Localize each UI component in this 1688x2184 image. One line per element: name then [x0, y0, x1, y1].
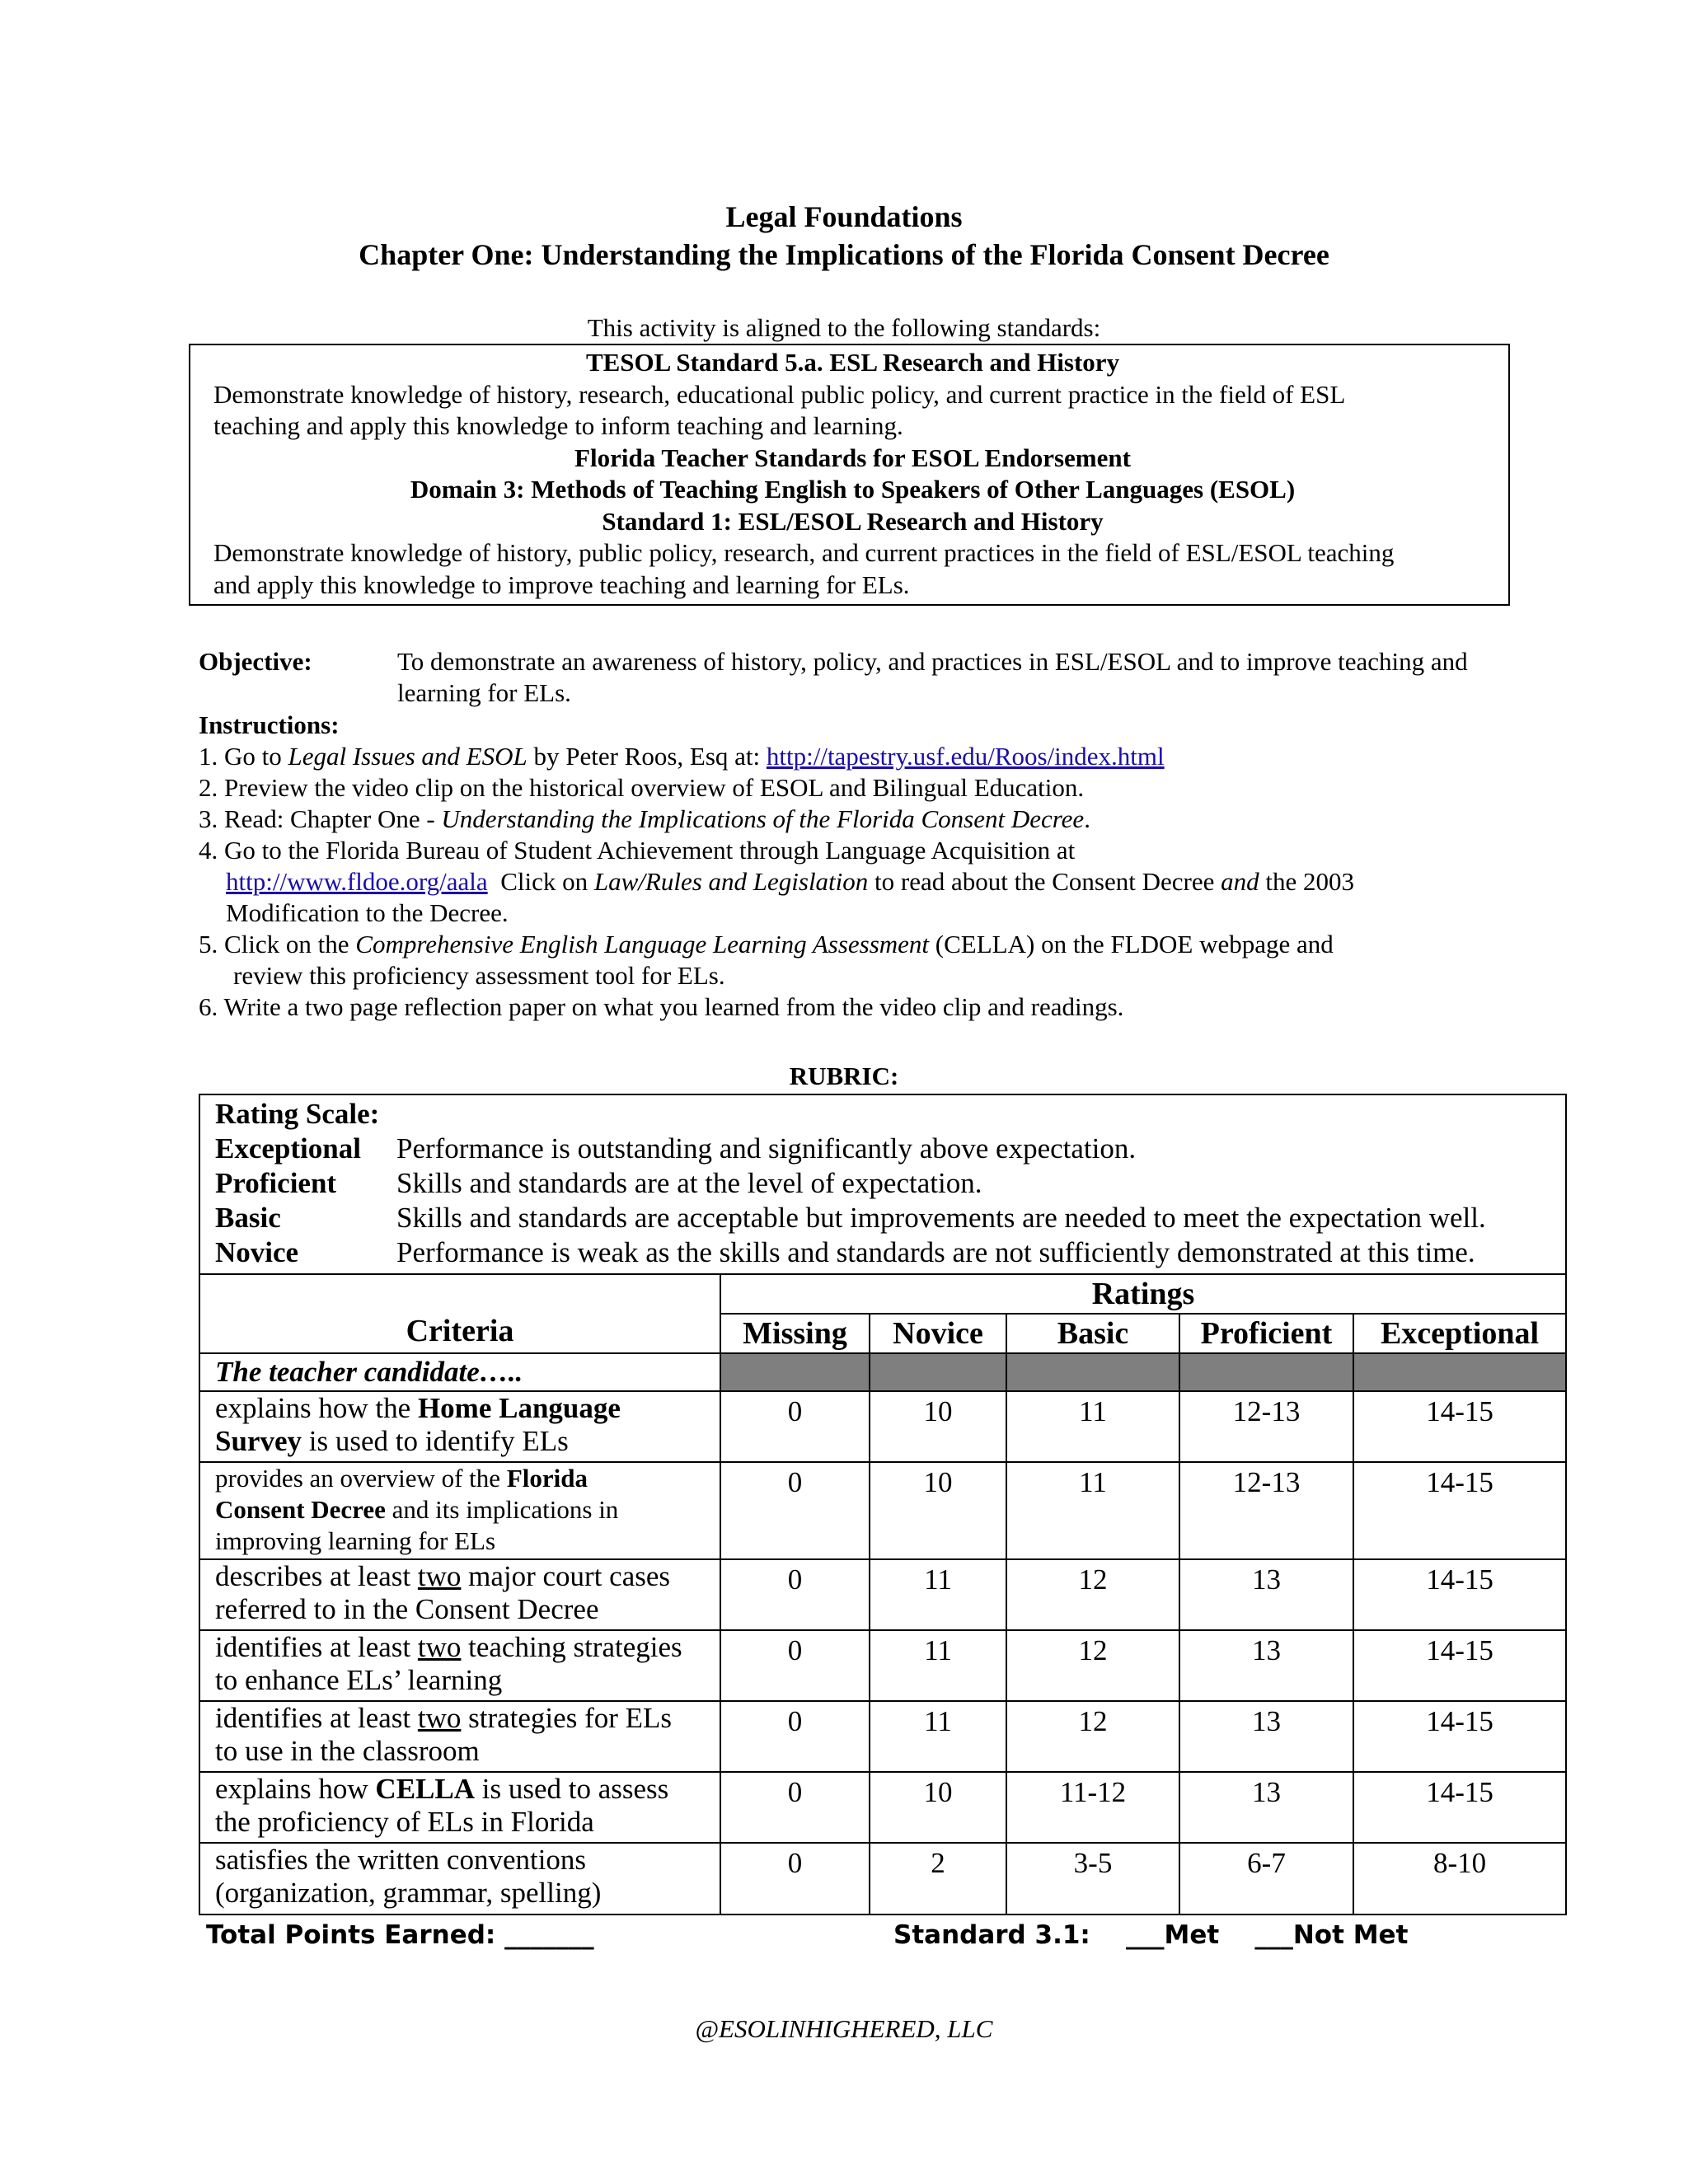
criterion-cell: explains how the Home Language Survey is used to identify ELs — [200, 1391, 720, 1462]
ratings-header: Ratings — [720, 1275, 1565, 1314]
rating-value: 12-13 — [1179, 1391, 1353, 1462]
objective-text: To demonstrate an awareness of history, policy, and practices in ESL/ESOL and to improve teaching and learning for ELs. — [397, 647, 1468, 707]
total-points-field: Total Points Earned: _______ — [206, 1920, 594, 1950]
scale-row: Novice Performance is weak as the skills and standards are not sufficiently demonstrated at this time. — [215, 1236, 1475, 1268]
scale-row: Basic Skills and standards are acceptable but improvements are needed to meet the expectation well. — [215, 1202, 1486, 1234]
rating-value: 2 — [870, 1843, 1006, 1914]
rating-value: 12-13 — [1179, 1462, 1353, 1559]
score-footer — [206, 1920, 1525, 1950]
standard-1-text-2: and apply this knowledge to improve teaching and learning for ELs. — [213, 569, 910, 599]
rating-value: 14-15 — [1353, 1559, 1565, 1630]
rating-value: 10 — [870, 1391, 1006, 1462]
rating-value: 3-5 — [1006, 1843, 1179, 1914]
criterion-cell: satisfies the written conventions (organization, grammar, spelling) — [200, 1843, 720, 1914]
tesol-standard-text-2: teaching and apply this knowledge to inform teaching and learning. — [213, 411, 903, 440]
scale-row: Exceptional Performance is outstanding and significantly above expectation. — [215, 1132, 1137, 1165]
domain-heading: Domain 3: Methods of Teaching English to Speakers of Other Languages (ESOL) — [410, 475, 1296, 504]
table-row — [200, 1701, 1565, 1772]
rating-value: 14-15 — [1353, 1462, 1565, 1559]
criterion-cell: identifies at least two strategies for ELs to use in the classroom — [200, 1701, 720, 1772]
level-header: Novice — [870, 1314, 1006, 1353]
table-row — [200, 1843, 1565, 1914]
instruction-step-3: 3. Read: Chapter One - Understanding the Implications of the Florida Consent Decree. — [199, 804, 1090, 833]
document-title: Legal Foundations — [725, 200, 963, 233]
tesol-standard-heading: TESOL Standard 5.a. ESL Research and History — [585, 348, 1120, 377]
rating-value: 11 — [870, 1630, 1006, 1701]
instruction-step-2: 2. Preview the video clip on the historical overview of ESOL and Bilingual Education. — [199, 773, 1085, 802]
rating-scale — [200, 1095, 1565, 1275]
standard-met-field: Standard 3.1: ___Met ___Not Met — [893, 1920, 1409, 1950]
copyright: @ESOLINHIGHERED, LLC — [695, 2014, 993, 2043]
instruction-step-4-line-2: http://www.fldoe.org/aala Click on Law/Rules and Legislation to read about the Consent Decree and the 2003 — [226, 867, 1354, 896]
candidate-label: The teacher candidate….. — [200, 1353, 720, 1391]
rating-scale-label: Rating Scale: — [215, 1098, 380, 1130]
criteria-header: Criteria — [200, 1275, 720, 1353]
rating-value: 11 — [870, 1701, 1006, 1772]
criterion-cell: explains how CELLA is used to assess the proficiency of ELs in Florida — [200, 1772, 720, 1843]
rating-value: 11 — [1006, 1462, 1179, 1559]
rating-value: 0 — [720, 1391, 870, 1462]
instruction-step-5: 5. Click on the Comprehensive English Language Learning Assessment (CELLA) on the FLDOE webpage and — [199, 930, 1334, 958]
rating-value: 0 — [720, 1772, 870, 1843]
table-row — [200, 1630, 1565, 1701]
florida-standards-heading: Florida Teacher Standards for ESOL Endorsement — [574, 443, 1131, 472]
rating-value: 10 — [870, 1772, 1006, 1843]
level-header: Exceptional — [1353, 1314, 1565, 1353]
gray-cell — [720, 1353, 870, 1391]
instruction-step-1: 1. Go to Legal Issues and ESOL by Peter Roos, Esq at: http://tapestry.usf.edu/Roos/index.html — [199, 742, 1165, 771]
standard-1-text-1: Demonstrate knowledge of history, public policy, research, and current practices in the field of ESL/ESOL teaching — [213, 538, 1395, 567]
rating-value: 0 — [720, 1701, 870, 1772]
roos-link[interactable]: http://tapestry.usf.edu/Roos/index.html — [766, 742, 1165, 771]
level-header: Missing — [720, 1314, 870, 1353]
instruction-step-6: 6. Write a two page reflection paper on what you learned from the video clip and readings. — [199, 992, 1124, 1021]
criterion-cell: describes at least two major court cases referred to in the Consent Decree — [200, 1559, 720, 1630]
rating-value: 11 — [870, 1559, 1006, 1630]
table-row — [200, 1462, 1565, 1559]
level-header: Proficient — [1179, 1314, 1353, 1353]
rating-value: 13 — [1179, 1559, 1353, 1630]
standards-intro: This activity is aligned to the following standards: — [587, 313, 1101, 342]
rating-value: 13 — [1179, 1772, 1353, 1843]
gray-cell — [870, 1353, 1006, 1391]
rating-value: 0 — [720, 1462, 870, 1559]
rating-value: 12 — [1006, 1630, 1179, 1701]
rating-value: 13 — [1179, 1630, 1353, 1701]
rating-value: 0 — [720, 1559, 870, 1630]
rating-value: 11 — [1006, 1391, 1179, 1462]
level-header: Basic — [1006, 1314, 1179, 1353]
rating-value: 14-15 — [1353, 1701, 1565, 1772]
criterion-cell: provides an overview of the Florida Consent Decree and its implications in improving learning for ELs — [200, 1462, 720, 1559]
instruction-step-4-line-3: Modification to the Decree. — [226, 898, 509, 927]
table-row — [200, 1772, 1565, 1843]
rating-value: 13 — [1179, 1701, 1353, 1772]
rating-value: 0 — [720, 1843, 870, 1914]
table-row — [200, 1559, 1565, 1630]
rating-value: 10 — [870, 1462, 1006, 1559]
rating-value: 14-15 — [1353, 1630, 1565, 1701]
instruction-step-4: 4. Go to the Florida Bureau of Student Achievement through Language Acquisition at — [199, 836, 1076, 865]
objective-label: Objective: — [199, 647, 312, 676]
tesol-standard-text-1: Demonstrate knowledge of history, research, educational public policy, and current practice in the field of ESL — [213, 379, 1346, 409]
rating-value: 8-10 — [1353, 1843, 1565, 1914]
rating-value: 0 — [720, 1630, 870, 1701]
fldoe-link[interactable]: http://www.fldoe.org/aala — [226, 867, 488, 896]
rating-value: 6-7 — [1179, 1843, 1353, 1914]
rating-value: 12 — [1006, 1701, 1179, 1772]
rubric-title: RUBRIC: — [789, 1062, 899, 1090]
rubric-box — [199, 1094, 1567, 1915]
criterion-cell: identifies at least two teaching strategies to enhance ELs’ learning — [200, 1630, 720, 1701]
rating-value: 11-12 — [1006, 1772, 1179, 1843]
gray-cell — [1006, 1353, 1179, 1391]
scale-row: Proficient Skills and standards are at the level of expectation. — [215, 1167, 982, 1199]
instructions-section — [199, 710, 1534, 1023]
chapter-title: Chapter One: Understanding the Implications of the Florida Consent Decree — [359, 238, 1329, 271]
gray-cell — [1353, 1353, 1565, 1391]
standards-box — [189, 344, 1510, 606]
standard-1-heading: Standard 1: ESL/ESOL Research and History — [602, 506, 1104, 536]
rating-value: 14-15 — [1353, 1391, 1565, 1462]
instruction-step-5-line-2: review this proficiency assessment tool for ELs. — [233, 961, 725, 990]
gray-cell — [1179, 1353, 1353, 1391]
criteria-table — [200, 1275, 1565, 1914]
instructions-label: Instructions: — [199, 710, 340, 739]
table-row — [200, 1391, 1565, 1462]
rating-value: 14-15 — [1353, 1772, 1565, 1843]
rating-value: 12 — [1006, 1559, 1179, 1630]
